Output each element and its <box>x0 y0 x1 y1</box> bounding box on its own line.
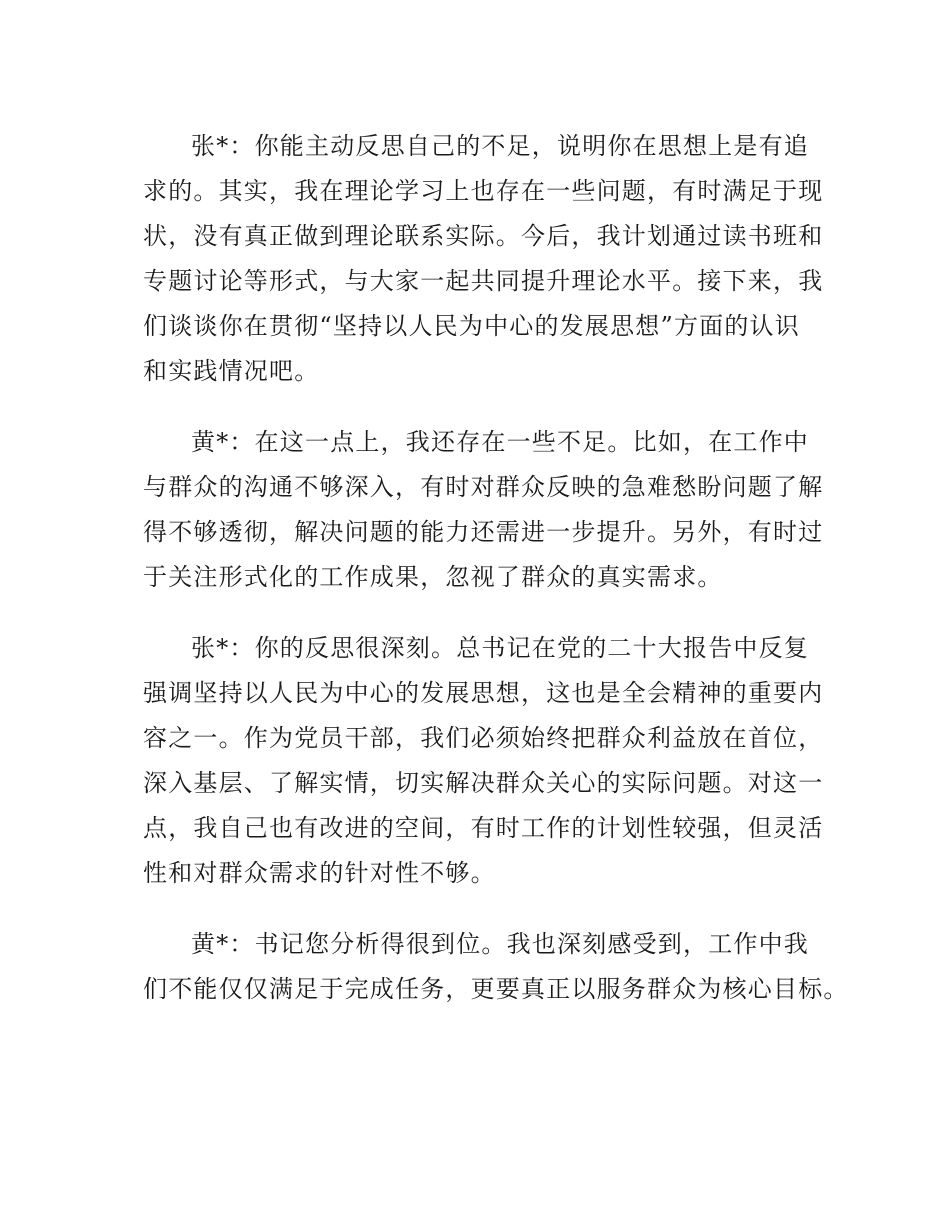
text-line: 黄*：书记您分析得很到位。我也深刻感受到，工作中我 <box>191 930 809 958</box>
document-body <box>143 124 849 1038</box>
text-line: 得不够透彻，解决问题的能力还需进一步提升。另外，有时过 <box>143 518 824 546</box>
text-line: 深入基层、了解实情，切实解决群众关心的实际问题。对这一 <box>143 769 824 797</box>
text-line: 和实践情况吧。 <box>143 357 320 385</box>
text-line: 于关注形式化的工作成果，忽视了群众的真实需求。 <box>143 563 723 591</box>
paragraph-2 <box>143 420 824 600</box>
text-line: 与群众的沟通不够深入，有时对群众反映的急难愁盼问题了解 <box>143 473 824 501</box>
text-line: 张*：你的反思很深刻。总书记在党的二十大报告中反复 <box>191 634 809 662</box>
text-line: 们不能仅仅满足于完成任务，更要真正以服务群众为核心目标。 <box>143 975 849 1003</box>
text-line: 容之一。作为党员干部，我们必须始终把群众利益放在首位， <box>143 724 824 752</box>
text-line: 状，没有真正做到理论联系实际。今后，我计划通过读书班和 <box>143 222 824 250</box>
paragraph-1 <box>143 124 824 394</box>
text-line: 强调坚持以人民为中心的发展思想，这也是全会精神的重要内 <box>143 679 824 707</box>
text-line: 点，我自己也有改进的空间，有时工作的计划性较强，但灵活 <box>143 814 824 842</box>
paragraph-4 <box>143 922 849 1012</box>
text-line: 求的。其实，我在理论学习上也存在一些问题，有时满足于现 <box>143 177 824 205</box>
text-line: 专题讨论等形式，与大家一起共同提升理论水平。接下来，我 <box>143 267 824 295</box>
text-line: 性和对群众需求的针对性不够。 <box>143 859 496 887</box>
text-line: 张*：你能主动反思自己的不足，说明你在思想上是有追 <box>191 132 809 160</box>
text-line: 们谈谈你在贯彻“坚持以人民为中心的发展思想”方面的认识 <box>143 312 800 340</box>
paragraph-3 <box>143 626 824 896</box>
text-line: 黄*：在这一点上，我还存在一些不足。比如，在工作中 <box>191 428 809 456</box>
